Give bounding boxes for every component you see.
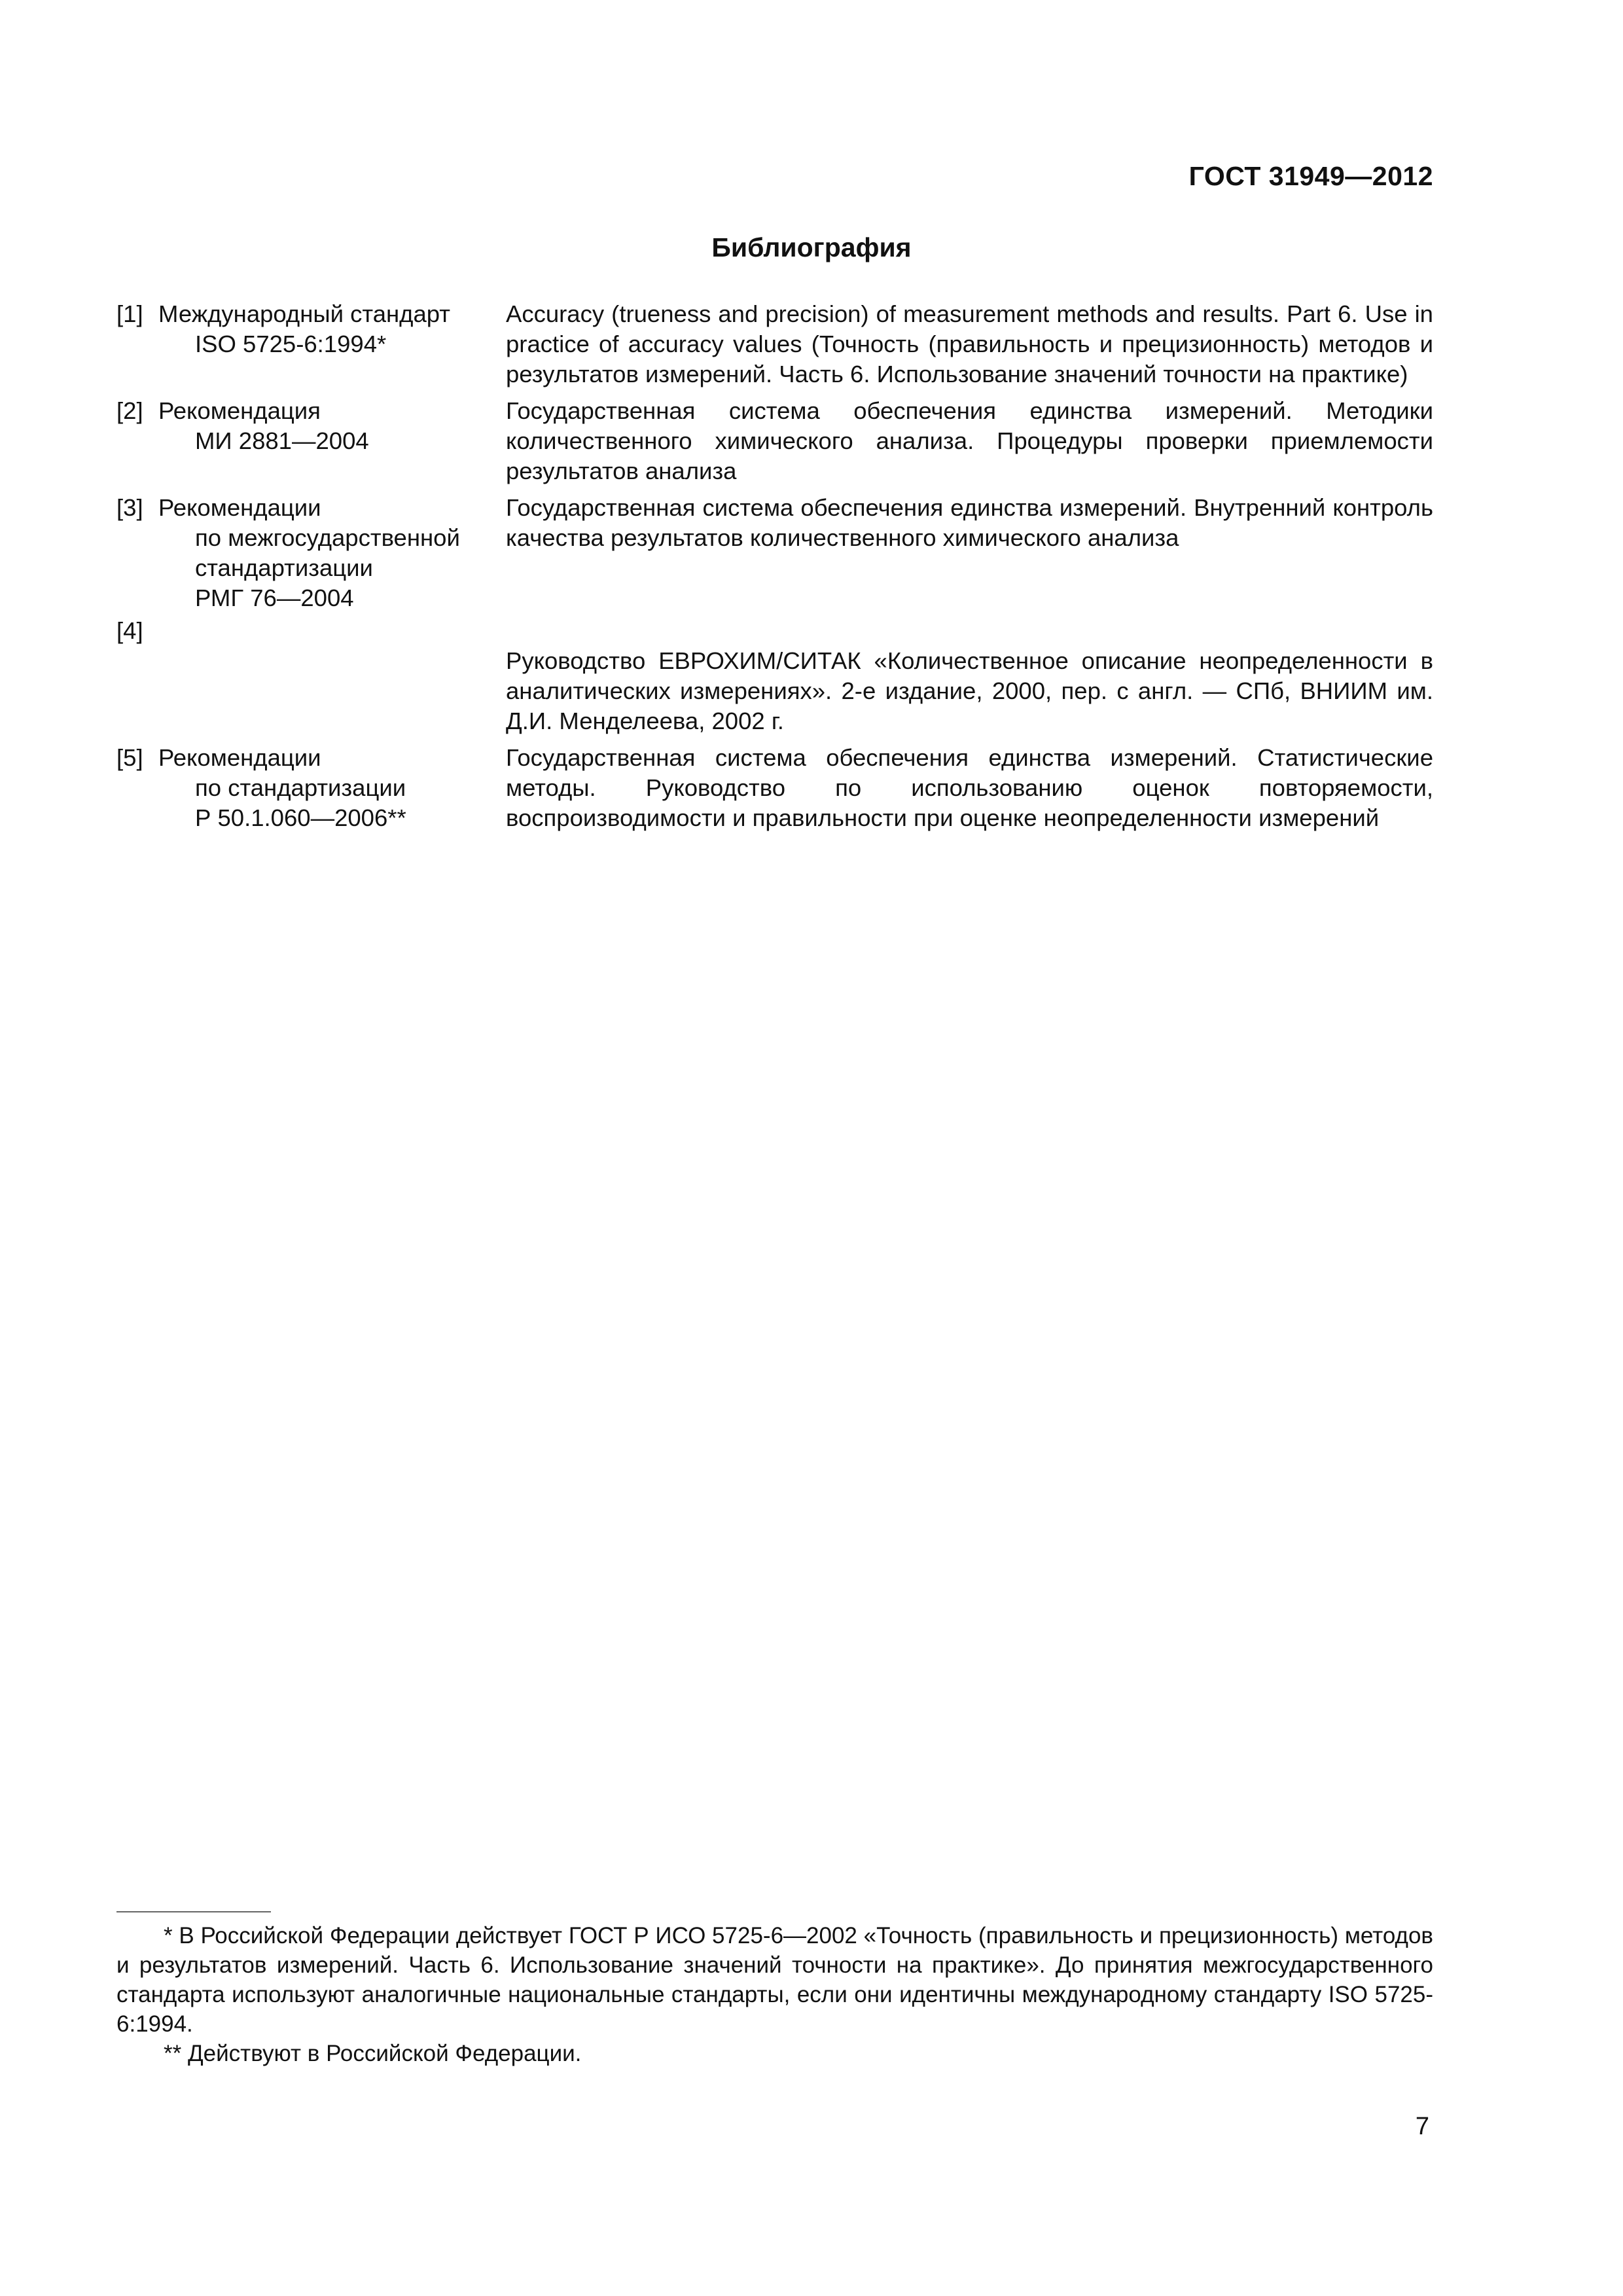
entry-name-line: Рекомендация [158,397,321,424]
footnote-1: * В Российской Федерации действует ГОСТ Р ИСО 5725-6—2002 «Точность (правильность и прецизионность) методов и результатов измерений. Часть 6. Использование значений точности на практике». До принятия межгосударственного стандарта используют аналогичные национальные стандарты, если они идентичны международному стандарту ISO 5725-6:1994. [116,1923,1433,2037]
footnote-2: ** Действуют в Российской Федерации. [164,2041,582,2066]
bibliography-entry-4 [116,616,1433,736]
entry-reference [116,396,506,486]
entry-reference [116,616,506,736]
bibliography-title: Библиография [711,232,912,262]
entry-description: Руководство ЕВРОХИМ/СИТАК «Количественное описание неопределенности в аналитических измерениях». 2-е издание, 2000, пер. с англ. — СПб, ВНИИМ им. Д.И. Менделеева, 2002 г. [506,647,1433,734]
entry-name-line: МИ 2881—2004 [195,427,369,454]
entry-number: [1] [116,300,143,327]
entry-name-line: стандартизации [195,554,373,581]
entry-number: [3] [116,494,143,521]
entry-name-line: Международный стандарт [158,300,450,327]
footnote-divider [116,1911,271,1912]
entry-number: [2] [116,397,143,424]
entry-description: Государственная система обеспечения единства измерений. Статистические методы. Руководство по использованию оценок повторяемости, воспроизводимости и правильности при оценке неопределенности измерений [506,744,1433,831]
entry-name-line: ISO 5725-6:1994* [195,331,387,357]
entry-reference [116,493,506,613]
document-number-header: ГОСТ 31949—2012 [1188,161,1433,191]
entry-description: Государственная система обеспечения единства измерений. Внутренний контроль качества результатов количественного химического анализа [506,494,1433,551]
bibliography-entry-5 [116,743,1433,833]
entry-description: Государственная система обеспечения единства измерений. Методики количественного химического анализа. Процедуры проверки приемлемости результатов анализа [506,397,1433,484]
entry-name-line: Рекомендации [158,744,321,771]
entry-number: [4] [116,617,143,644]
entry-reference [116,743,506,833]
entry-name-line: по стандартизации [195,774,406,801]
bibliography-entry-1 [116,299,1433,389]
entry-number: [5] [116,744,143,771]
page-number: 7 [1415,2113,1429,2140]
bibliography-entry-2 [116,396,1433,486]
entry-name-line: РМГ 76—2004 [195,584,354,611]
entry-name-line: по межгосударственной [195,524,460,551]
entry-description: Accuracy (trueness and precision) of measurement methods and results. Part 6. Use in practice of accuracy values (Точность (правильность и прецизионность) методов и результатов измерений. Часть 6. Использование значений точности на практике) [506,300,1433,387]
bibliography-list [116,299,1433,840]
footnotes [116,1921,1433,2068]
entry-name-line: Рекомендации [158,494,321,521]
bibliography-entry-3 [116,493,1433,613]
entry-name-line: Р 50.1.060—2006** [195,804,406,831]
entry-reference [116,299,506,389]
